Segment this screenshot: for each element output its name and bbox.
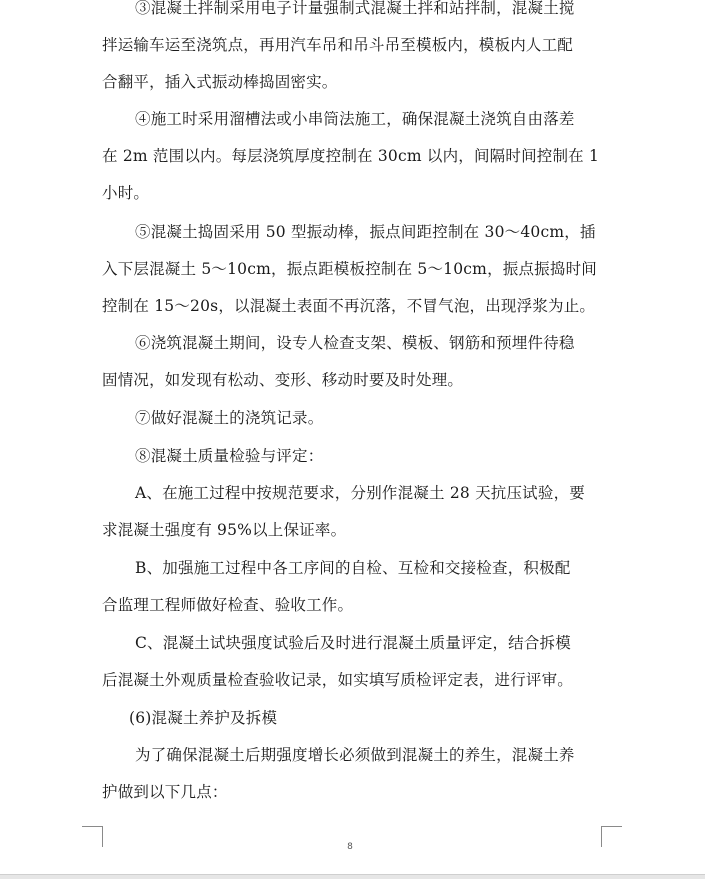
heading-line: (6)混凝土养护及拆模	[129, 709, 278, 727]
paragraph-step-3	[102, 0, 602, 101]
paragraph-curing-intro	[102, 737, 602, 811]
text-line: 在 2m 范围以内。每层浇筑厚度控制在 30cm 以内，间隔时间控制在 1	[102, 147, 600, 165]
text-line: 固情况，如发现有松动、变形、移动时要及时处理。	[102, 371, 464, 389]
text-line: A、在施工过程中按规范要求，分别作混凝土 28 天抗压试验，要	[135, 484, 585, 502]
paragraph-step-6	[102, 325, 602, 399]
text-line: ⑧混凝土质量检验与评定：	[135, 447, 324, 465]
paragraph-step-4	[102, 101, 602, 212]
paragraph-step-8	[102, 438, 602, 475]
page-number: 8	[347, 842, 353, 852]
text-line: 合监理工程师做好检查、验收工作。	[102, 596, 354, 614]
paragraph-item-c	[102, 625, 602, 699]
text-line: 护做到以下几点：	[102, 783, 228, 801]
text-line: 后混凝土外观质量检查验收记录，如实填写质检评定表，进行评审。	[102, 671, 574, 689]
paragraph-step-7	[102, 400, 602, 437]
text-line: C、混凝土试块强度试验后及时进行混凝土质量评定，结合拆模	[135, 634, 571, 652]
paragraph-item-b	[102, 550, 602, 624]
page-bottom-edge	[0, 874, 705, 879]
text-line: 合翻平，插入式振动棒捣固密实。	[102, 73, 338, 91]
text-line: B、加强施工过程中各工序间的自检、互检和交接检查，积极配	[135, 559, 571, 577]
text-line: 小时。	[102, 184, 150, 202]
margin-corner-mark-left	[82, 826, 103, 847]
text-line: ⑦做好混凝土的浇筑记录。	[135, 409, 324, 427]
text-line: ⑤混凝土捣固采用 50 型振动棒，振点间距控制在 30～40cm，插	[135, 223, 596, 241]
text-line: 拌运输车运至浇筑点，再用汽车吊和吊斗吊至模板内，模板内人工配	[102, 36, 574, 54]
paragraph-step-5	[102, 214, 602, 325]
paragraph-item-a	[102, 475, 602, 549]
text-line: 入下层混凝土 5～10cm，振点距模板控制在 5～10cm，振点振捣时间	[102, 260, 597, 278]
text-line: ③混凝土拌制采用电子计量强制式混凝土拌和站拌制，混凝土搅	[135, 0, 575, 17]
text-line: 控制在 15～20s，以混凝土表面不再沉落，不冒气泡，出现浮浆为止。	[102, 297, 596, 315]
text-line: ⑥浇筑混凝土期间，设专人检查支架、模板、钢筋和预埋件待稳	[135, 334, 575, 352]
margin-corner-mark-right	[601, 826, 622, 847]
section-heading-6	[102, 700, 602, 737]
text-line: 为了确保混凝土后期强度增长必须做到混凝土的养生，混凝土养	[135, 746, 575, 764]
text-line: 求混凝土强度有 95%以上保证率。	[102, 521, 347, 539]
text-line: ④施工时采用溜槽法或小串筒法施工，确保混凝土浇筑自由落差	[135, 110, 575, 128]
